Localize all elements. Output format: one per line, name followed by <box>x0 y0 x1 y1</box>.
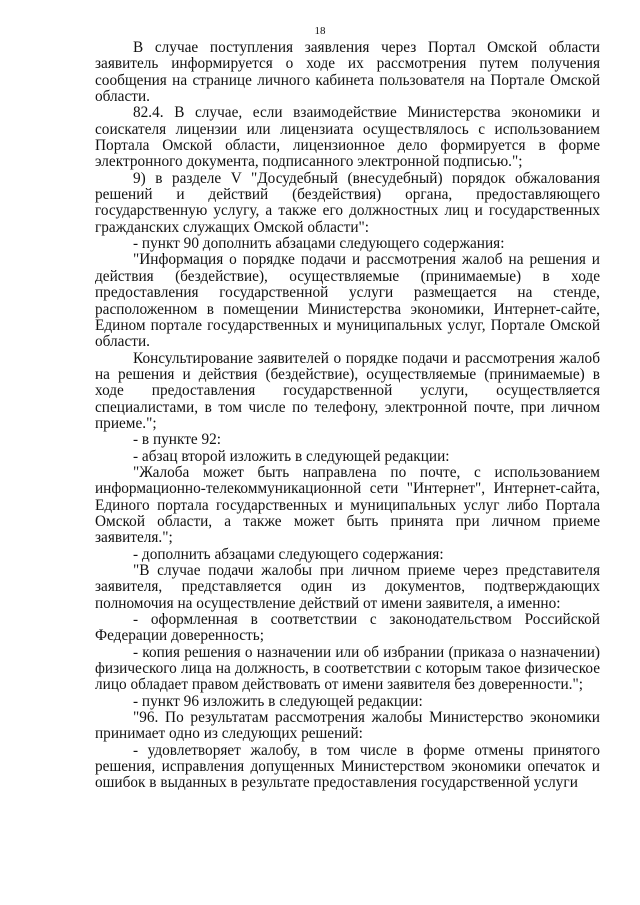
paragraph: - копия решения о назначении или об избрании (приказа о назначении) физического лица на должность, в соответствии с которым такое физическое лицо обладает правом действовать от имени заявителя без доверенности."; <box>95 643 600 694</box>
paragraph: - пункт 96 изложить в следующей редакции: <box>133 692 423 710</box>
paragraph: - удовлетворяет жалобу, в том числе в форме отмены принятого решения, исправления допущенных Министерством экономики опечаток и ошибок в выданных в результате предоставления государственной услуги <box>95 741 600 792</box>
paragraph: - оформленная в соответствии с законодательством Российской Федерации доверенность; <box>95 611 600 645</box>
paragraph: 82.4. В случае, если взаимодействие Министерства экономики и соискателя лицензии или лицензиата осуществлялось с использованием Портала Омской области, лицензионное дело формируется в форме электронного документа, подписанного электронной подписью."; <box>95 104 600 171</box>
paragraph: Консультирование заявителей о порядке подачи и рассмотрения жалоб на решения и действия (бездействие), осуществляемые (принимаемые) в ходе предоставления государственной услуги, осуществляется специалистами, в том числе по телефону, электронной почте, при личном приеме."; <box>95 349 600 432</box>
paragraph: "96. По результатам рассмотрения жалобы Министерство экономики принимает одно из следующих решений: <box>95 709 600 743</box>
paragraph: "Жалоба может быть направлена по почте, с использованием информационно-телекоммуникационной сети "Интернет", Интернет-сайта, Единого портала государственных и муниципальных услуг либо Портала Омской области, а также может быть принята при личном приеме заявителя."; <box>95 463 600 547</box>
page-number: 18 <box>314 25 326 37</box>
paragraph: В случае поступления заявления через Портал Омской области заявитель информируется о ходе их рассмотрения путем получения сообщения на странице личного кабинета пользователя на Портале Омской области. <box>95 39 600 106</box>
document-body <box>95 40 600 792</box>
paragraph: - абзац второй изложить в следующей редакции: <box>133 447 450 465</box>
paragraph: - пункт 90 дополнить абзацами следующего содержания: <box>133 235 505 253</box>
paragraph: "В случае подачи жалобы при личном приеме через представителя заявителя, представляется один из документов, подтверждающих полномочия на осуществление действий от имени заявителя, а именно: <box>95 562 600 612</box>
paragraph: - в пункте 92: <box>133 431 222 449</box>
paragraph: "Информация о порядке подачи и рассмотрения жалоб на решения и действия (бездействие), осуществляемые (принимаемые) в ходе предоставления государственной услуги размещается на стенде, расположенном в помещении Министерства экономики, Интернет-сайте, Едином портале государственных и муниципальных услуг, Портале Омской области. <box>95 251 600 351</box>
paragraph: - дополнить абзацами следующего содержания: <box>133 545 444 563</box>
paragraph: 9) в разделе V "Досудебный (внесудебный) порядок обжалования решений и действий (бездействия) органа, предоставляющего государственную услугу, а также его должностных лиц и государственных гражданских служащих Омской области": <box>95 169 600 236</box>
